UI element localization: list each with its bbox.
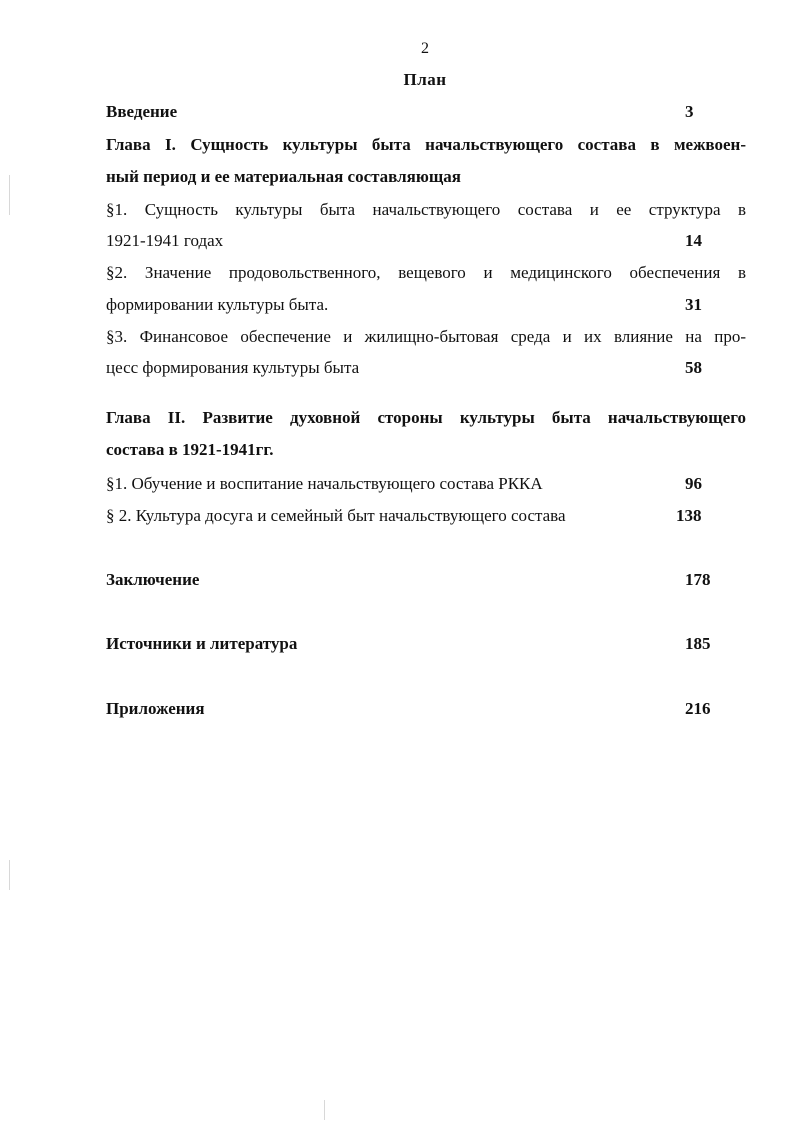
plan-title: План	[403, 70, 447, 89]
ch1-section2-page: 31	[685, 295, 702, 314]
chapter1-title-line2: ный период и ее материальная составляющая	[106, 167, 461, 186]
ch1-section1-page: 14	[685, 231, 702, 250]
chapter1-title-line1: Глава I. Сущность культуры быта начальствующего состава в межвоен-	[106, 135, 746, 154]
ch1-section1-line2: 1921-1941 годах	[106, 231, 224, 250]
intro-page: 3	[685, 102, 694, 121]
intro-label: Введение	[106, 102, 178, 121]
sources-label: Источники и литература	[106, 634, 298, 653]
ch1-section3-page: 58	[685, 358, 702, 377]
page-number: 2	[421, 40, 429, 57]
chapter2-title-line2: состава в 1921-1941гг.	[106, 440, 274, 459]
scan-artifact	[9, 175, 10, 215]
appendices-label: Приложения	[106, 699, 205, 718]
ch2-section2-page: 138	[676, 506, 702, 525]
ch1-section3-line2: цесс формирования культуры быта	[106, 358, 360, 377]
ch2-section1-label: §1. Обучение и воспитание начальствующего состава РККА	[106, 474, 543, 493]
chapter2-title-line1: Глава II. Развитие духовной стороны культуры быта начальствующего	[106, 408, 746, 427]
ch1-section1-line1: §1. Сущность культуры быта начальствующего состава и ее структура в	[106, 200, 746, 219]
ch2-section1-page: 96	[685, 474, 702, 493]
conclusion-page: 178	[685, 570, 711, 589]
conclusion-label: Заключение	[106, 570, 200, 589]
ch1-section2-line2: формировании культуры быта.	[106, 295, 329, 314]
sources-page: 185	[685, 634, 711, 653]
scan-artifact	[9, 860, 10, 890]
appendices-page: 216	[685, 699, 711, 718]
scan-artifact	[324, 1100, 325, 1120]
ch1-section3-line1: §3. Финансовое обеспечение и жилищно-бытовая среда и их влияние на про-	[106, 327, 746, 346]
ch2-section2-label: § 2. Культура досуга и семейный быт начальствующего состава	[106, 506, 566, 525]
ch1-section2-line1: §2. Значение продовольственного, вещевого и медицинского обеспечения в	[106, 263, 746, 282]
